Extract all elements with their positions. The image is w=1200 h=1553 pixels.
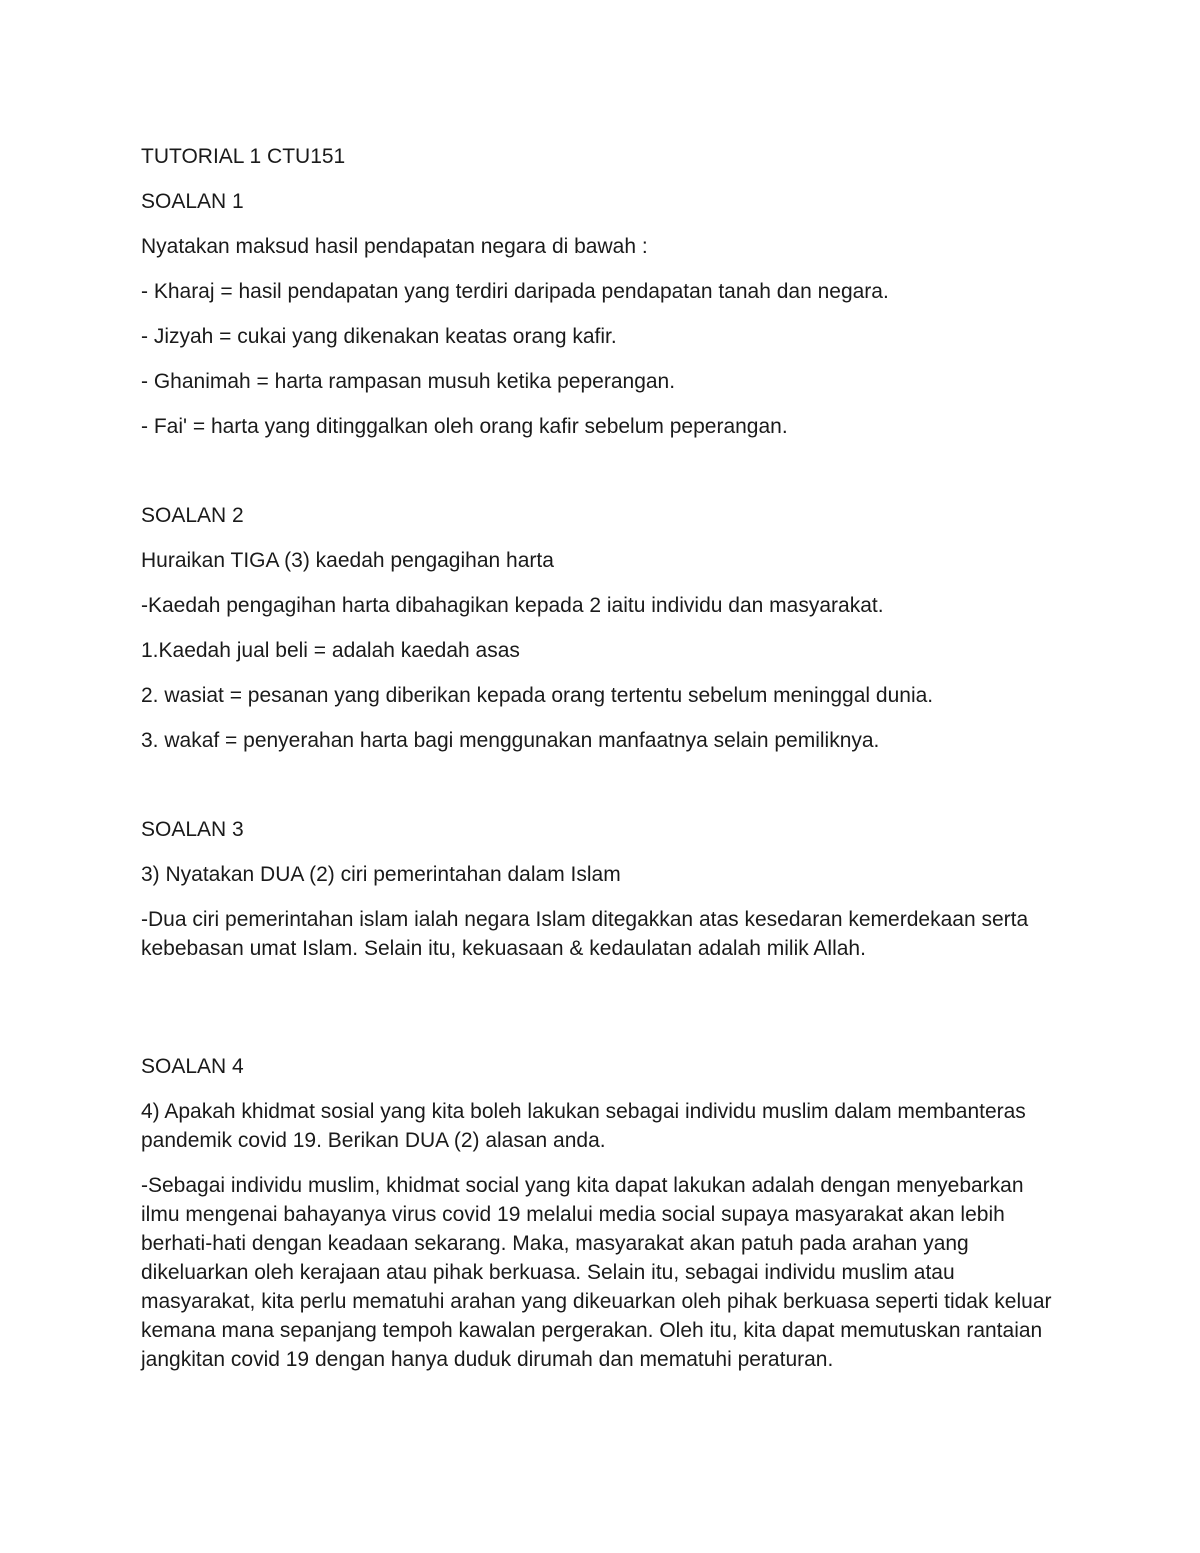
q3-prompt: 3) Nyatakan DUA (2) ciri pemerintahan dalam Islam bbox=[141, 863, 621, 886]
q1-line-jizyah: - Jizyah = cukai yang dikenakan keatas orang kafir. bbox=[141, 325, 617, 348]
q3-answer: -Dua ciri pemerintahan islam ialah negara Islam ditegakkan atas kesedaran kemerdekaan serta kebebasan umat Islam. Selain itu, kekuasaan & kedaulatan adalah milik Allah. bbox=[141, 908, 1029, 960]
q1-prompt: Nyatakan maksud hasil pendapatan negara di bawah : bbox=[141, 235, 648, 258]
q4-heading: SOALAN 4 bbox=[141, 1055, 244, 1078]
q3-heading: SOALAN 3 bbox=[141, 818, 244, 841]
q2-line-wakaf: 3. wakaf = penyerahan harta bagi menggunakan manfaatnya selain pemiliknya. bbox=[141, 729, 880, 752]
q1-line-fai: - Fai' = harta yang ditinggalkan oleh orang kafir sebelum peperangan. bbox=[141, 415, 788, 438]
q4-answer: -Sebagai individu muslim, khidmat social yang kita dapat lakukan adalah dengan menyebarkan ilmu mengenai bahayanya virus covid 19 melalui media social supaya masyarakat akan lebih berhati-hati dengan keadaan sekarang. Maka, masyarakat akan patuh pada arahan yang dikeluarkan oleh kerajaan atau pihak berkuasa. Selain itu, sebagai individu muslim atau masyarakat, kita perlu mematuhi arahan yang dikeuarkan oleh pihak berkuasa seperti tidak keluar kemana mana sepanjang tempoh kawalan pergerakan. Oleh itu, kita dapat memutuskan rantaian jangkitan covid 19 dengan hanya duduk dirumah dan mematuhi peraturan. bbox=[141, 1174, 1052, 1371]
q2-prompt: Huraikan TIGA (3) kaedah pengagihan harta bbox=[141, 549, 554, 572]
q1-line-ghanimah: - Ghanimah = harta rampasan musuh ketika peperangan. bbox=[141, 370, 676, 393]
q1-line-kharaj: - Kharaj = hasil pendapatan yang terdiri daripada pendapatan tanah dan negara. bbox=[141, 280, 889, 303]
document-title: TUTORIAL 1 CTU151 bbox=[141, 145, 346, 168]
q2-line-intro: -Kaedah pengagihan harta dibahagikan kepada 2 iaitu individu dan masyarakat. bbox=[141, 594, 884, 617]
q2-line-jual-beli: 1.Kaedah jual beli = adalah kaedah asas bbox=[141, 639, 520, 662]
q4-prompt: 4) Apakah khidmat sosial yang kita boleh lakukan sebagai individu muslim dalam membanteras pandemik covid 19. Berikan DUA (2) alasan anda. bbox=[141, 1100, 1026, 1152]
q2-heading: SOALAN 2 bbox=[141, 504, 244, 527]
q1-heading: SOALAN 1 bbox=[141, 190, 244, 213]
q2-line-wasiat: 2. wasiat = pesanan yang diberikan kepada orang tertentu sebelum meninggal dunia. bbox=[141, 684, 934, 707]
